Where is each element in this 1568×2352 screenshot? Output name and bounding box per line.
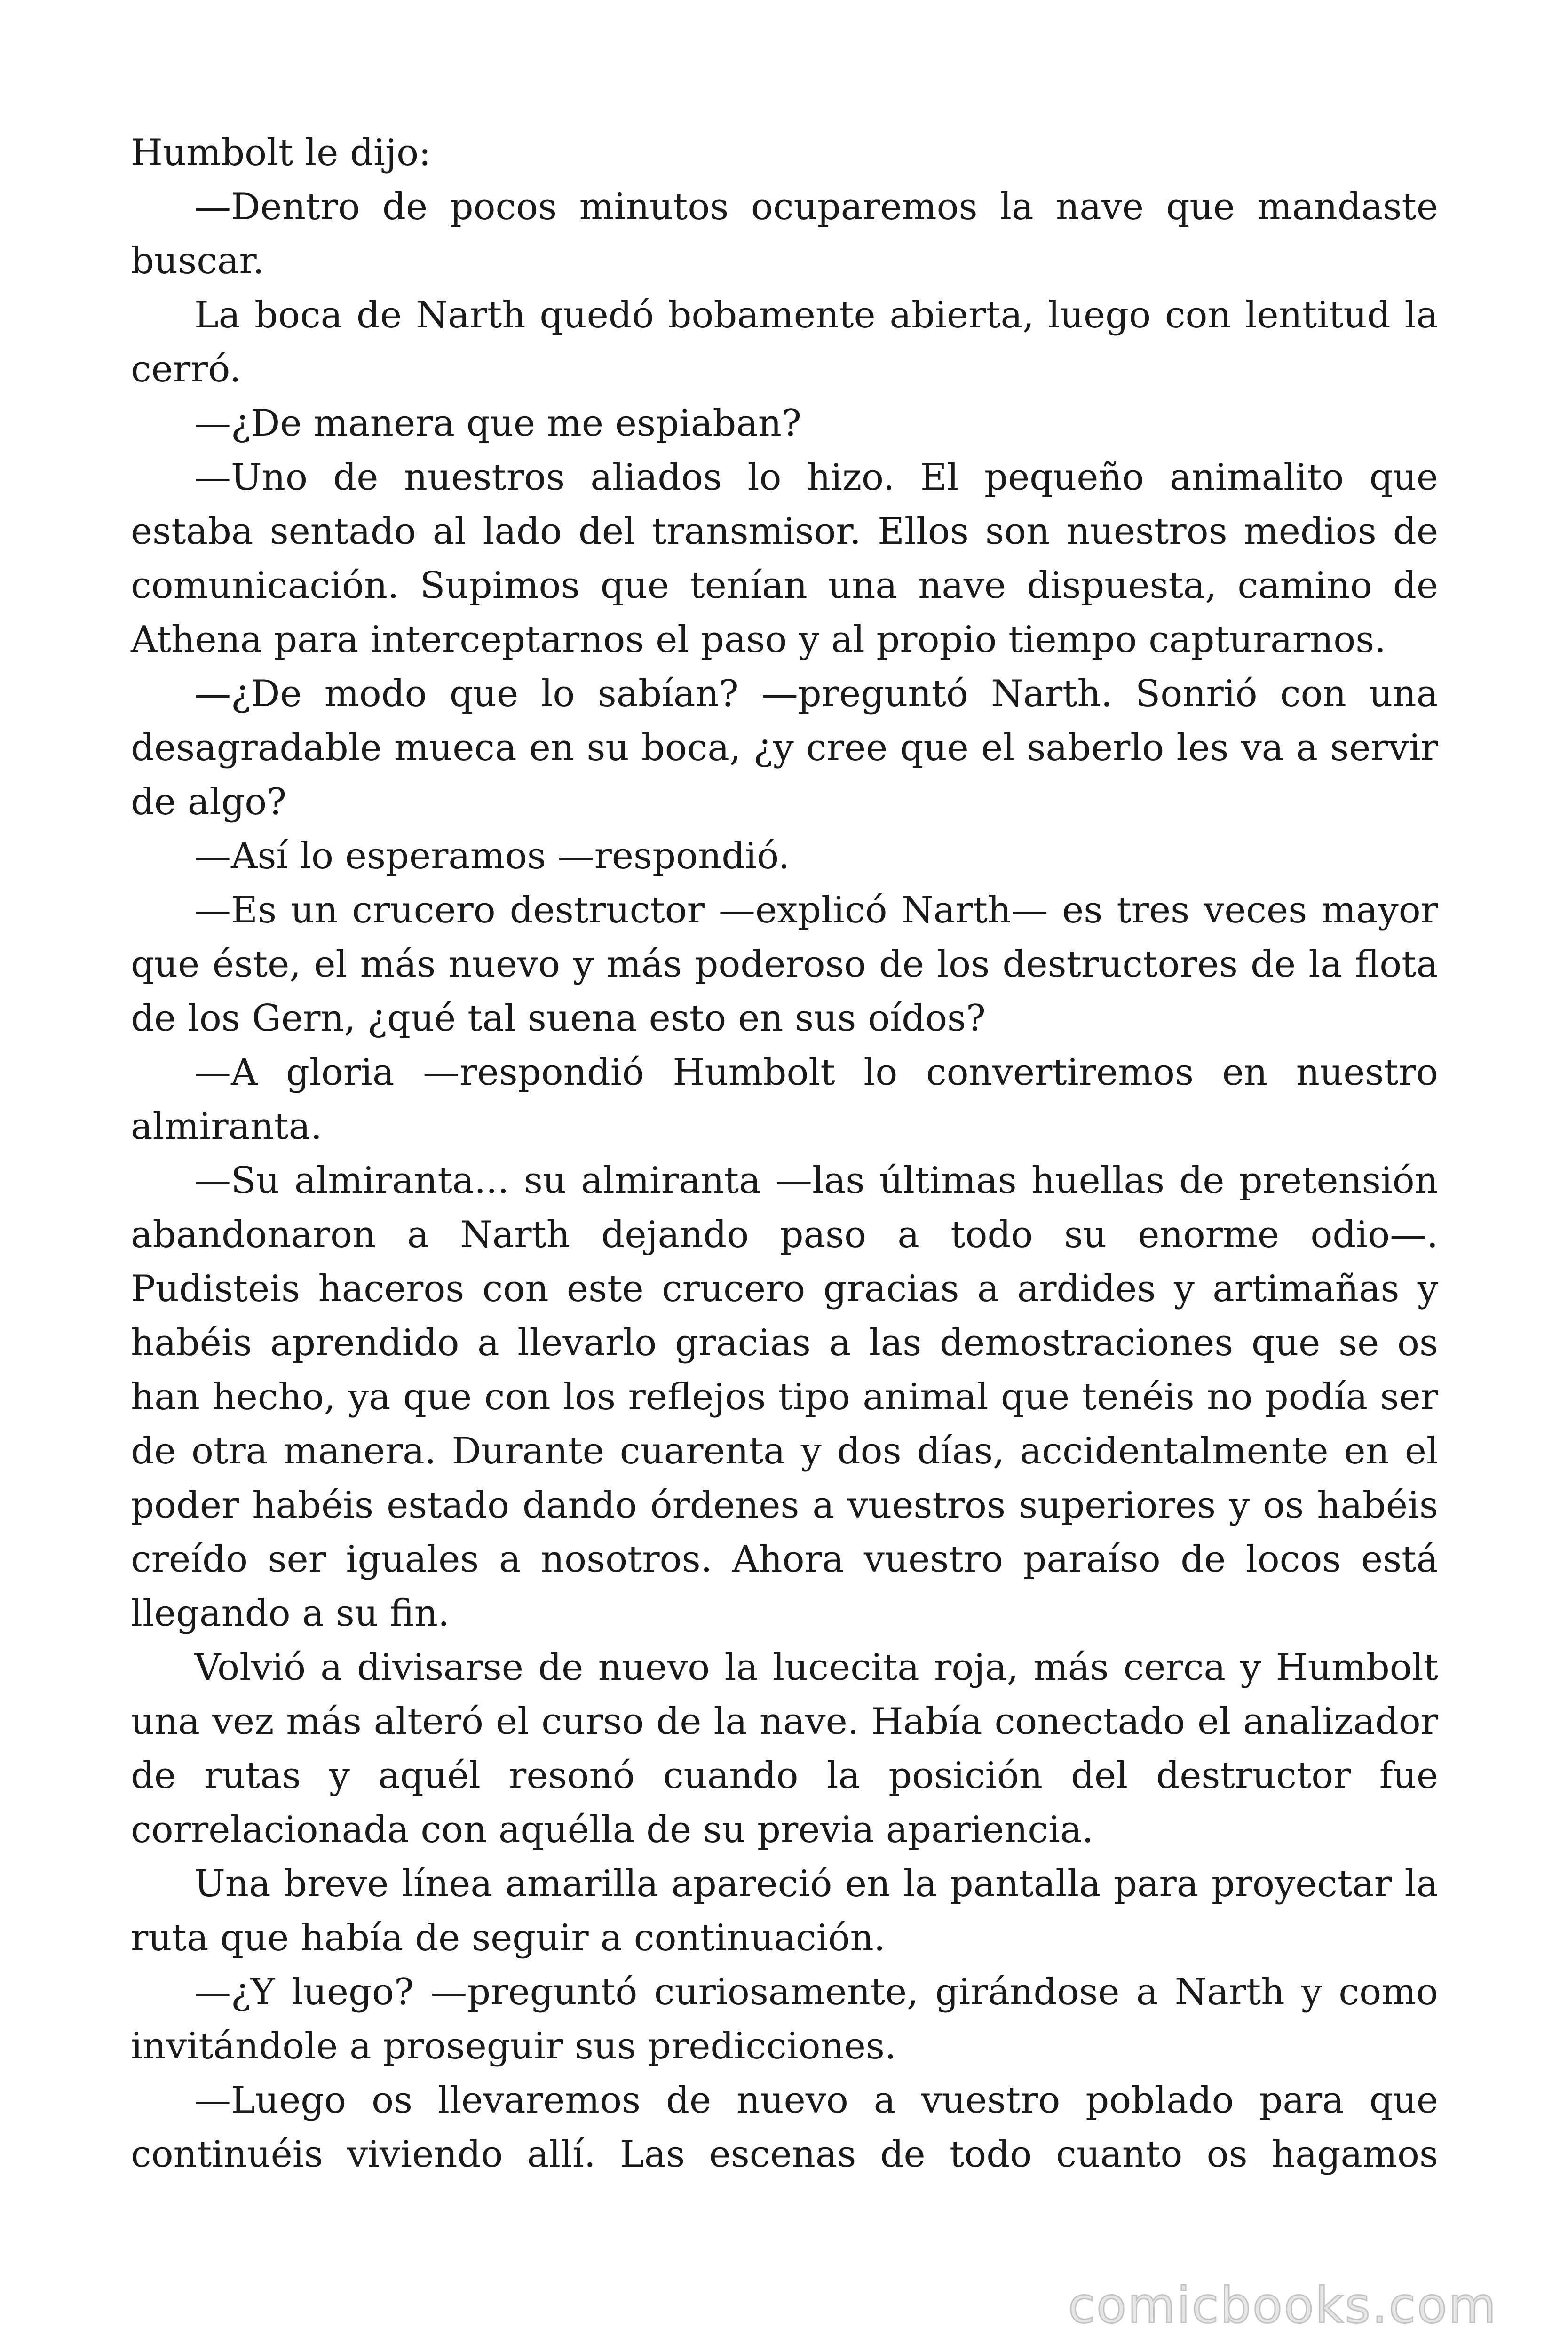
paragraph-11: Volvió a divisarse de nuevo la lucecita roja, más cerca y Humbolt una vez más alteró el curso de la nave. Había conectado el analizador de rutas y aquél resonó cuando la posición del destructor fue correlacionada con aquélla de su previa apariencia. [131, 1646, 1438, 1851]
paragraph-1: Humbolt le dijo: [131, 132, 431, 174]
paragraph-9: —A gloria —respondió Humbolt lo convertiremos en nuestro almiranta. [131, 1051, 1438, 1148]
paragraph-5: —Uno de nuestros aliados lo hizo. El pequeño animalito que estaba sentado al lado del transmisor. Ellos son nuestros medios de comunicación. Supimos que tenían una nave dispuesta, camino de Athena para interceptarnos el paso y al propio tiempo capturarnos. [131, 456, 1438, 661]
paragraph-3: La boca de Narth quedó bobamente abierta, luego con lentitud la cerró. [131, 294, 1438, 390]
paragraph-13: —¿Y luego? —preguntó curiosamente, girándose a Narth y como invitándole a proseguir sus predicciones. [131, 1971, 1438, 2067]
paragraph-14: —Luego os llevaremos de nuevo a vuestro poblado para que continuéis viviendo allí. Las escenas de todo cuanto os hagamos [131, 2079, 1438, 2176]
paragraph-12: Una breve línea amarilla apareció en la pantalla para proyectar la ruta que había de seguir a continuación. [131, 1863, 1438, 1959]
book-page [131, 126, 1438, 2290]
paragraph-10: —Su almiranta... su almiranta —las últimas huellas de pretensión abandonaron a Narth dejando paso a todo su enorme odio—. Pudisteis haceros con este crucero gracias a ardides y artimañas y habéis aprendido a llevarlo gracias a las demostraciones que se os han hecho, ya que con los reflejos tipo animal que tenéis no podía ser de otra manera. Durante cuarenta y dos días, accidentalmente en el poder habéis estado dando órdenes a vuestros superiores y os habéis creído ser iguales a nosotros. Ahora vuestro paraíso de locos está llegando a su fin. [131, 1160, 1438, 1635]
watermark-text: comicbooks.com [1068, 2277, 1497, 2334]
paragraph-6: —¿De modo que lo sabían? —preguntó Narth. Sonrió con una desagradable mueca en su boca, ¿y cree que el saberlo les va a servir de algo? [131, 673, 1438, 823]
paragraph-2: —Dentro de pocos minutos ocuparemos la nave que mandaste buscar. [131, 186, 1438, 282]
paragraph-4: —¿De manera que me espiaban? [194, 402, 801, 445]
paragraph-7: —Así lo esperamos —respondió. [194, 835, 790, 877]
paragraph-8: —Es un crucero destructor —explicó Narth— es tres veces mayor que éste, el más nuevo y más poderoso de los destructores de la flota de los Gern, ¿qué tal suena esto en sus oídos? [131, 889, 1438, 1040]
